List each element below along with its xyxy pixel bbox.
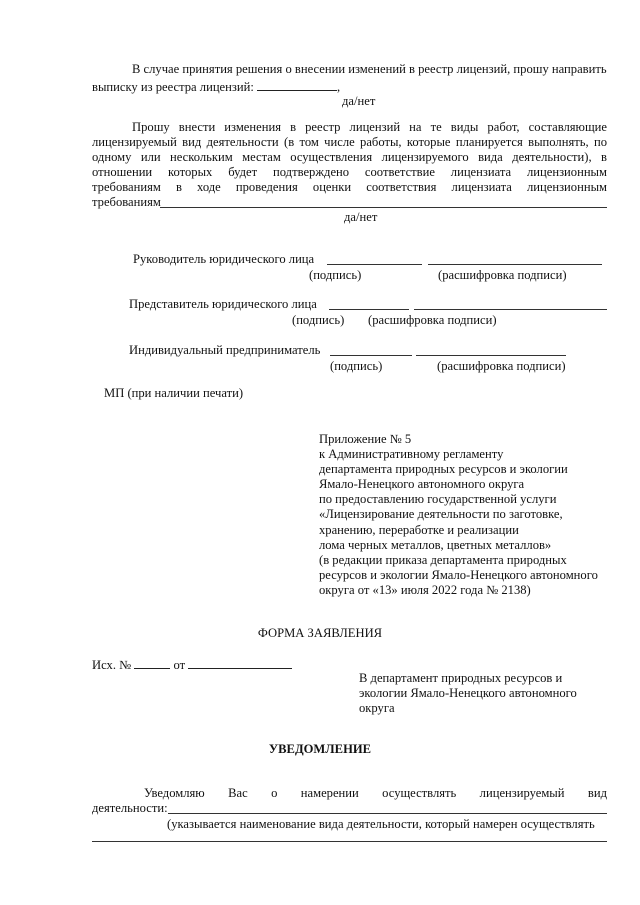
notice-title: УВЕДОМЛЕНИЕ (268, 742, 372, 756)
head-decode-hint: (расшифровка подписи) (438, 268, 567, 282)
activity-name-field[interactable] (168, 813, 607, 814)
ip-decode-field[interactable] (416, 355, 566, 356)
appendix-line: «Лицензирование деятельности по заготовке, (319, 507, 563, 522)
outgoing-date-field[interactable] (188, 656, 292, 669)
addressee-line: экологии Ямало-Ненецкого автономного (359, 686, 577, 700)
outgoing-date-label: от (173, 658, 186, 672)
extract-hint: да/нет (342, 94, 376, 108)
appendix-line: по предоставлению государственной услуги (319, 492, 557, 507)
addressee-line: округа (359, 701, 395, 715)
rep-decode-field[interactable] (414, 309, 607, 310)
addressee-line: В департамент природных ресурсов и (359, 671, 563, 685)
request-text-line4: отношении которых будет подтверждено соответствие лицензиата лицензионным (92, 165, 607, 179)
form-title: ФОРМА ЗАЯВЛЕНИЯ (257, 626, 383, 640)
outgoing-number-row (92, 656, 292, 673)
request-text-line1: Прошу внести изменения в реестр лицензий на те виды работ, составляющие (132, 120, 607, 134)
head-signature-field[interactable] (327, 264, 422, 265)
appendix-block (319, 432, 598, 598)
request-text-line5: требованиям в ходе проведения оценки соответствия лицензиата лицензионным (92, 180, 607, 194)
appendix-line: Приложение № 5 (319, 432, 412, 446)
addressee-block (359, 671, 577, 716)
appendix-line: хранению, переработке и реализации (319, 522, 519, 537)
request-text-line3: одному или нескольким местам осуществления лицензируемого вида деятельности), в (92, 150, 607, 164)
activity-name-field-line2[interactable] (92, 841, 607, 842)
request-text-line2: лицензируемый вид деятельности (в том числе работы, которые планируется выполнять, по (92, 135, 607, 149)
notice-text-line2: деятельности: (92, 801, 168, 815)
head-signature-label: Руководитель юридического лица (133, 252, 315, 266)
rep-signature-label: Представитель юридического лица (129, 297, 317, 311)
rep-decode-hint: (расшифровка подписи) (368, 313, 497, 327)
head-sign-hint: (подпись) (309, 268, 362, 282)
notice-text-line1: Уведомляю Вас о намерении осуществлять лицензируемый вид (144, 786, 607, 800)
appendix-line: лома черных металлов, цветных металлов» (319, 537, 552, 552)
request-hint: да/нет (344, 210, 378, 224)
outgoing-number-label: Исх. № (92, 658, 132, 672)
appendix-line: ресурсов и экологии Ямало-Ненецкого автономного (319, 567, 598, 582)
ip-decode-hint: (расшифровка подписи) (437, 359, 566, 373)
extract-text-prefix: выписку из реестра лицензий: (92, 80, 257, 94)
ip-signature-field[interactable] (330, 355, 412, 356)
extract-text-line2 (92, 78, 340, 95)
ip-signature-label: Индивидуальный предприниматель (129, 343, 321, 357)
rep-signature-field[interactable] (329, 309, 409, 310)
request-text-line6: требованиям (92, 195, 161, 209)
appendix-line: Ямало-Ненецкого автономного округа (319, 477, 525, 492)
appendix-line: к Административному регламенту (319, 447, 504, 462)
request-answer-field[interactable] (160, 207, 607, 208)
appendix-line: округа от «13» июля 2022 года № 2138) (319, 582, 531, 597)
appendix-line: департамента природных ресурсов и экологии (319, 462, 568, 477)
rep-sign-hint: (подпись) (292, 313, 345, 327)
stamp-note: МП (при наличии печати) (104, 386, 244, 400)
activity-name-hint: (указывается наименование вида деятельности, который намерен осуществлять (167, 817, 595, 831)
outgoing-number-field[interactable] (134, 656, 170, 669)
ip-sign-hint: (подпись) (330, 359, 383, 373)
extract-answer-field[interactable] (257, 78, 337, 91)
head-decode-field[interactable] (428, 264, 602, 265)
extract-comma: , (337, 80, 341, 94)
extract-text-line1: В случае принятия решения о внесении изменений в реестр лицензий, прошу направить (132, 62, 607, 76)
appendix-line: (в редакции приказа департамента природных (319, 552, 567, 567)
